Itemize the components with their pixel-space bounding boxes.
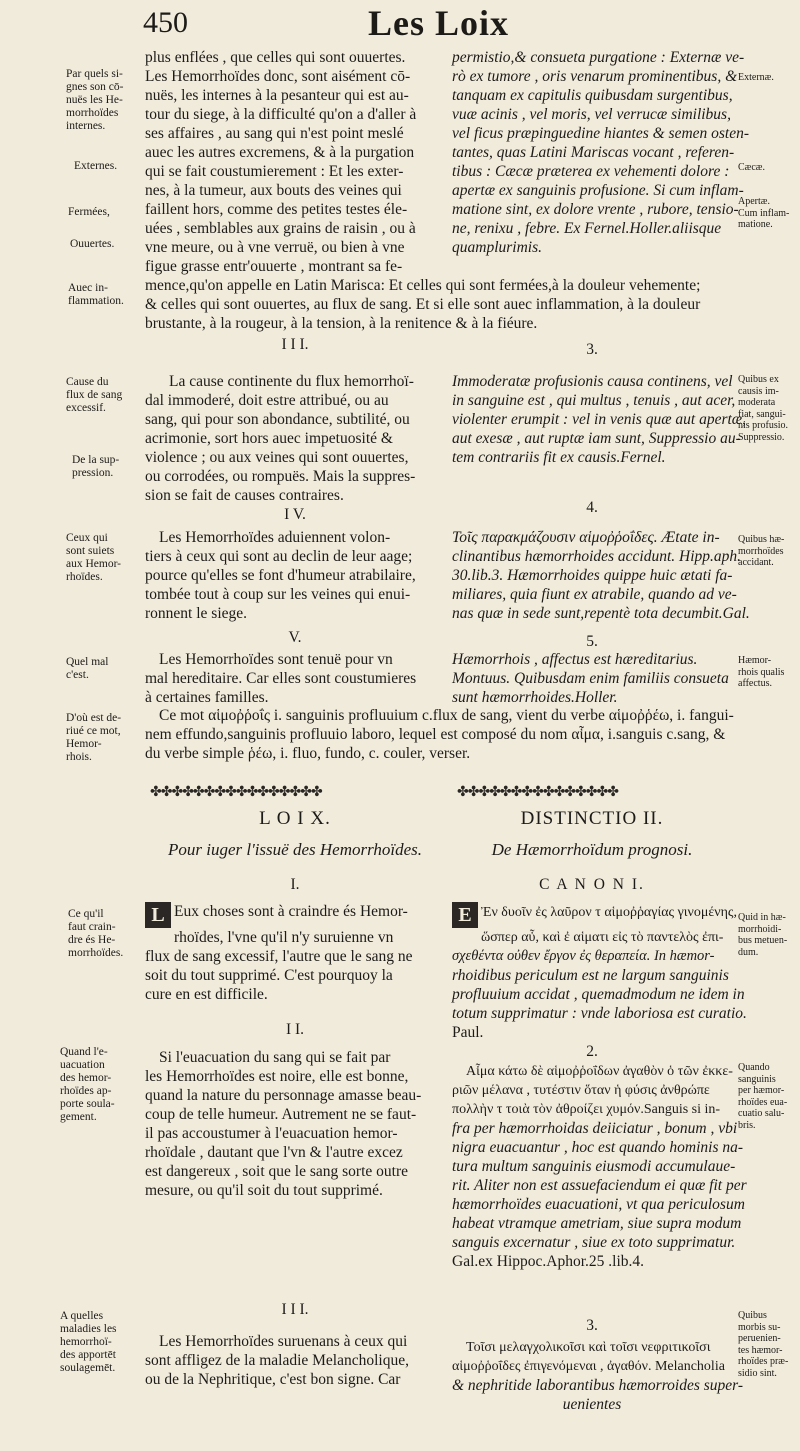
text-line: sont affligez de la maladie Melancholique, — [145, 1352, 409, 1369]
margin-note: Quando sanguinis per hæmor- rhoïdes eua- cuatio salu- bris. — [738, 1062, 788, 1131]
text-line: rhoïdes, l'vne qu'il n'y suruienne vn — [174, 929, 394, 946]
section-number: 2. — [586, 1043, 598, 1060]
text-line: nes, à la tumeur, aux bouts des veines qui — [145, 182, 402, 199]
margin-note: Auec in- flammation. — [68, 282, 124, 307]
text-line: & nephritide laborantibus hæmorroides super- — [452, 1377, 744, 1394]
text-line: violence ; ou aux veines qui sont ouuertes, — [145, 449, 409, 466]
text-line: 30.lib.3. Hæmorrhoides quippe huic ætati fa- — [452, 567, 733, 584]
margin-note: Quibus hæ- morrhoïdes accidant. — [738, 534, 785, 568]
full-width-paragraph — [145, 276, 745, 333]
text-line: in sanguine est , qui multus , tenuis , aut acer, — [452, 392, 736, 409]
text-line: totum supprimatur : vnde laboriosa est curatio. — [452, 1005, 747, 1022]
margin-note: Hæmor- rhois qualis affectus. — [738, 655, 785, 689]
text-line: rò ex tumore , oris venarum prominentibus, & — [452, 68, 738, 85]
text-line: La cause continente du flux hemorrhoï- — [169, 373, 414, 390]
margin-note: Cause du flux de sang excessif. — [66, 376, 123, 414]
text-line: cure en est difficile. — [145, 986, 268, 1003]
text-line: tem contrariis fit ex causis.Fernel. — [452, 449, 666, 466]
text-line: Eux choses sont à craindre és Hemor- — [174, 903, 408, 920]
text-line: brustante, à la rougeur, à la tension, à la renitence & à la fiéure. — [145, 315, 538, 332]
law-heading: L O I X. — [259, 808, 331, 829]
margin-note: Externæ. — [738, 72, 774, 83]
text-line: apertæ ex sanguinis profusione. Si cum inflam- — [452, 182, 744, 199]
text-line: aut exesæ , aut ruptæ iam sunt, Suppressio au- — [452, 430, 741, 447]
section-number: V. — [288, 629, 302, 646]
text-line: profluuium accidat , quemadmodum ne idem in — [452, 986, 745, 1003]
text-line: uées , semblables aux grains de raisin , ou à — [145, 220, 416, 237]
text-line: violenter erumpit : vel in venis quæ aut apertæ, — [452, 411, 747, 428]
section-number: I. — [290, 876, 300, 893]
text-line: ριῶν μέλανα , τυτέστιν ὅταν ἡ φύσις ἀνθρώπε — [452, 1083, 710, 1098]
text-line: habeat vtramque ametriam, siue supra modum — [452, 1215, 742, 1232]
margin-note: Quel mal c'est. — [66, 656, 109, 681]
margin-note: D'où est de- riué ce mot, Hemor- rhois. — [66, 712, 122, 763]
text-line: tour du siege, à la difficulté qu'on a d'aller à — [145, 106, 417, 123]
text-line: les Hemorrhoïdes est noire, elle est bonne, — [145, 1068, 409, 1085]
text-line: matione sint, ex dolore vrente , rubore, tensio- — [452, 201, 739, 218]
text-line: dal immoderé, doit estre attribué, ou au — [145, 392, 389, 409]
section-number: I I. — [285, 1021, 305, 1038]
text-line: rhoïdale , dautant que l'vn & l'autre excez — [145, 1144, 403, 1161]
text-line: clinantibus hæmorrhoides accidunt. Hipp.aph. — [452, 548, 742, 565]
section-right-text — [452, 1338, 744, 1414]
text-line: tantes, quas Latini Mariscas vocant , referen- — [452, 144, 735, 161]
margin-note: Ce qu'il faut crain- dre és He- morrhoïdes. — [68, 908, 124, 959]
section-left-text — [145, 372, 445, 505]
text-line: est dangereux , soit que le sang sorte outre — [145, 1163, 408, 1180]
canon-heading: C A N O N I. — [539, 876, 645, 893]
margin-note: Apertæ. Cum inflam- matione. — [738, 196, 790, 230]
drop-cap: E — [452, 902, 478, 928]
section-right-text — [452, 372, 747, 467]
section-number: I I I. — [281, 1301, 309, 1318]
text-line: nigra euacuantur , hoc est quando hominis na- — [452, 1139, 744, 1156]
law-subheading: Pour iuger l'issuë des Hemorrhoïdes. — [167, 840, 423, 859]
text-line: Τοῖσι μελαγχολικοῖσι καὶ τοῖσι νεφριτικοῖσι — [466, 1340, 711, 1355]
text-line: Gal.ex Hippoc.Aphor.25 .lib.4. — [452, 1253, 645, 1270]
text-line: Τοῖς παρακμάζουσιν αἱμοῤῥοΐδες. Ætate in- — [452, 529, 720, 546]
text-line: sunt hæmorrhoides.Holler. — [452, 689, 618, 706]
text-line: du verbe simple ῥέω, i. fluo, fundo, c. couler, verser. — [145, 745, 471, 762]
text-line: ὥσπερ αὖ, καὶ ἐ αἱματι εἰς τὸ παντελὸς ἐπι- — [481, 930, 724, 945]
text-line: miliares, quia fiunt ex atrabile, quando ad ve- — [452, 586, 737, 603]
text-line: à certaines familles. — [145, 689, 269, 706]
text-line: quand la nature du personnage amasse beau- — [145, 1087, 422, 1104]
margin-note: Quibus ex causis im- moderata fiat, sangui- nis profusio. Suppressio. — [738, 374, 788, 443]
text-line: ronnent le siege. — [145, 605, 248, 622]
text-line: coup de telle humeur. Autrement ne se faut- — [145, 1106, 417, 1123]
text-line: Montuus. Quibusdam enim familiis consueta — [452, 670, 729, 687]
text-line: rhoidibus periculum est ne largum sanguinis — [452, 967, 729, 984]
text-line: πολλὴν τ τοιὰ τὸν ἀθροίζει χυμόν.Sanguis si in- — [452, 1102, 721, 1117]
margin-note: Externes. — [74, 160, 118, 172]
margin-note: Quibus morbis su- peruenien- tes hæmor- rhoïdes præ- sidio sint. — [738, 1310, 789, 1379]
text-line: sanguis excernatur , siue ex toto supprimatur. — [452, 1234, 736, 1251]
text-line: figue grasse entr'ouuerte , montrant sa fe- — [145, 258, 403, 275]
text-line: ou de la Nephritique, c'est bon signe. Car — [145, 1371, 401, 1388]
running-title: Les Loix — [368, 3, 510, 43]
section-right-text — [452, 902, 747, 1042]
text-line: auec les autres excremens, & à la purgation — [145, 144, 415, 161]
text-line: tombée tout à coup sur les veines qui enui- — [145, 586, 411, 603]
text-line: Les Hemorrhoïdes sont tenuë pour vn — [159, 651, 393, 668]
text-line: pource qu'elles se font d'humeur atrabilaire, — [145, 567, 416, 584]
margin-note: Par quels si- gnes son cō- nuës les He- morrhoïdes internes. — [66, 68, 124, 132]
section-left-text — [145, 902, 445, 1004]
text-line: nem effundo,sanguinis profluuio laboro, lequel est composé du nom αἷμα, i.sanguis c.sang, & — [145, 726, 726, 743]
text-line: Les Hemorrhoïdes donc, sont aisément cō- — [145, 68, 411, 85]
text-line: il pas accoustumer à l'euacuation hemor- — [145, 1125, 398, 1142]
text-line: uenientes — [562, 1396, 622, 1413]
text-line: faillent hors, comme des petites testes éle- — [145, 201, 408, 218]
text-line: Hæmorrhois , affectus est hæreditarius. — [452, 651, 698, 668]
text-line: mesure, ou qu'il soit du tout supprimé. — [145, 1182, 383, 1199]
etymology-paragraph — [145, 706, 745, 763]
text-line: αἱμοῤῥοΐδες ἐπιγενόμεναι , ἀγαθόν. Melancholia — [452, 1359, 725, 1374]
text-line: Αἷμα κάτω δὲ αἱμοῤῥοΐδων ἀγαθὸν ὁ τῶν ἐκκε- — [466, 1064, 733, 1079]
section-right-text — [452, 528, 750, 623]
text-line: acrimonie, sort hors auec impetuosité & — [145, 430, 393, 447]
text-line: flux de sang excessif, l'autre que le sang ne — [145, 948, 413, 965]
text-line: ne, renixu , febre. Ex Fernel.Holler.aliisque — [452, 220, 722, 237]
ornament-band: ✤✤✤✤✤✤✤✤✤✤✤✤✤✤✤✤ — [150, 785, 322, 800]
text-line: tura multum sanguinis eiusmodi accumulaue- — [452, 1158, 736, 1175]
text-line: qui se fait coustumierement : Et les exter- — [145, 163, 404, 180]
text-line: Les Hemorrhoïdes suruenans à ceux qui — [159, 1333, 408, 1350]
text-line: vne meure, ou à vne verruë, ou bien à vne — [145, 239, 405, 256]
distinctio-subheading: De Hæmorrhoïdum prognosi. — [491, 840, 693, 859]
margin-note: Ouuertes. — [70, 238, 115, 250]
text-line: sion se fait de causes contraires. — [145, 487, 344, 504]
text-line: sang, qui pour son abondance, subtilité, ou — [145, 411, 410, 428]
text-line: fra per hæmorrhoidas deiiciatur , bonum , vbi — [452, 1120, 738, 1137]
text-line: Les Hemorrhoïdes aduiennent volon- — [159, 529, 391, 546]
margin-note: Ceux qui sont suiets aux Hemor- rhoïdes. — [66, 532, 122, 583]
margin-note: A quelles maladies les hemorrhoï- des apportēt soulagemēt. — [60, 1310, 117, 1374]
text-line: Ἐν δυοῖν ἐς λαῦρον τ αἱμοῤῥαγίας γινομένης, — [481, 905, 737, 920]
section-left-text — [145, 1048, 445, 1200]
text-line: & celles qui sont ouuertes, au flux de sang. Et si elle sont auec inflammation, à la douleur — [145, 296, 701, 313]
section-number: 3. — [586, 1317, 598, 1334]
text-line: quamplurimis. — [452, 239, 542, 256]
section-left-text — [145, 650, 445, 707]
text-line: tanquam ex capitulis quibusdam surgentibus, — [452, 87, 733, 104]
section-right-text — [452, 1062, 747, 1271]
text-line: mence,qu'on appelle en Latin Marisca: Et celles qui sont fermées,à la douleur vehemente; — [145, 277, 701, 294]
text-line: soit du tout supprimé. C'est pourquoy la — [145, 967, 393, 984]
section-right-text — [452, 650, 732, 707]
section-number: 5. — [586, 633, 598, 650]
text-line: Immoderatæ profusionis causa continens, vel — [452, 373, 733, 390]
text-line: vuæ acinis , vel moris, vel verrucæ similibus, — [452, 106, 731, 123]
text-line: Si l'euacuation du sang qui se fait par — [159, 1049, 391, 1066]
section-number: I I I. — [281, 336, 309, 353]
text-line: permistio,& consueta purgatione : Externæ ve- — [452, 49, 745, 66]
text-line: rit. Aliter non est assuefaciendum ei quæ fit per — [452, 1177, 747, 1194]
margin-note: Quid in hæ- morrhoidi- bus metuen- dum. — [738, 912, 788, 958]
text-line: ses affaires , au sang qui n'est point meslé — [145, 125, 404, 142]
top-left-column — [145, 48, 445, 276]
section-number: 4. — [586, 499, 598, 516]
text-line: nuës, les internes à la pesanteur qui est au- — [145, 87, 409, 104]
margin-note: Fermées, — [68, 206, 110, 218]
text-line: vel ficus præpinguedine hiantes & semen osten- — [452, 125, 750, 142]
distinctio-heading: DISTINCTIO II. — [520, 808, 664, 829]
section-number: 3. — [586, 341, 598, 358]
text-line: ou corrodées, ou rompuës. Mais la suppres- — [145, 468, 416, 485]
margin-note: Cæcæ. — [738, 162, 765, 173]
text-line: nas quæ in sede sunt,repentè tota decumbit.Gal. — [452, 605, 750, 622]
top-right-column — [452, 48, 750, 257]
page-number: 450 — [143, 6, 188, 39]
ornament-band: ✤✤✤✤✤✤✤✤✤✤✤✤✤✤✤ — [457, 785, 618, 800]
text-line: Paul. — [452, 1024, 484, 1041]
section-number: I V. — [284, 506, 306, 523]
section-left-text — [145, 528, 445, 623]
section-left-text — [145, 1332, 445, 1389]
text-line: plus enflées , que celles qui sont ouuertes. — [145, 49, 406, 66]
margin-note: Quand l'e- uacuation des hemor- rhoïdes ap- porte soula- gement. — [60, 1046, 115, 1123]
text-line: tiers à ceux qui sont au declin de leur aage; — [145, 548, 413, 565]
drop-cap: L — [145, 902, 171, 928]
text-line: hæmorrhoïdes euacuationi, vt qua periculosum — [452, 1196, 745, 1213]
text-line: tibus : Cæcæ præterea ex vehementi dolore : — [452, 163, 730, 180]
text-line: σχεθέντα οὐθεν ἔργον ἐς θεραπεία. In hæmor- — [452, 948, 715, 964]
margin-note: De la sup- pression. — [72, 454, 120, 479]
text-line: Ce mot αἱμοῤῥοΐς i. sanguinis profluuium c.flux de sang, vient du verbe αἱμοῤῥέω, i. fangui- — [159, 707, 734, 724]
text-line: mal hereditaire. Car elles sont coustumieres — [145, 670, 417, 687]
